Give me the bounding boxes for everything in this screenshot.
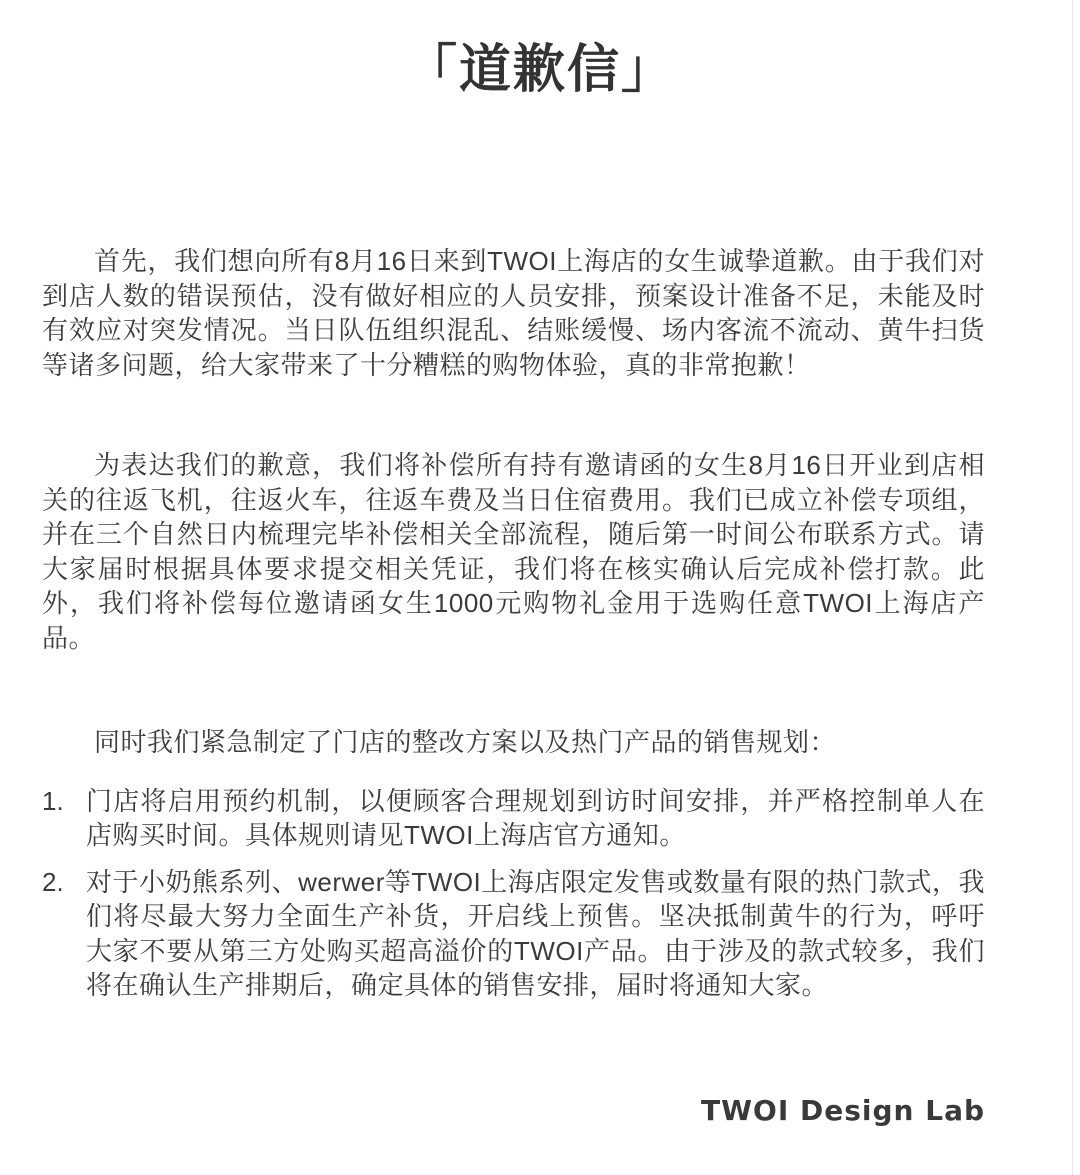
list-item [42,865,985,1003]
paragraph-apology: 首先，我们想向所有8月16日来到TWOI上海店的女生诚挚道歉。由于我们对到店人数的错误预估，没有做好相应的人员安排，预案设计准备不足，未能及时有效应对突发情况。当日队伍组织混乱、结账缓慢、场内客流不流动、黄牛扫货等诸多问题，给大家带来了十分糟糕的购物体验，真的非常抱歉！ [42,246,985,380]
list-item-number: 1. [42,785,64,816]
paragraph-compensation: 为表达我们的歉意，我们将补偿所有持有邀请函的女生8月16日开业到店相关的往返飞机，往返火车，往返车费及当日住宿费用。我们已成立补偿专项组，并在三个自然日内梳理完毕补偿相关全部流程，随后第一时间公布联系方式。请大家届时根据具体要求提交相关凭证，我们将在核实确认后完成补偿打款。此外，我们将补偿每位邀请函女生1000元购物礼金用于选购任意TWOI上海店产品。 [42,450,985,653]
list-item-text: 对于小奶熊系列、werwer等TWOI上海店限定发售或数量有限的热门款式，我们将尽最大努力全面生产补货，开启线上预售。坚决抵制黄牛的行为，呼吁大家不要从第三方处购买超高溢价的TWOI产品。由于涉及的款式较多，我们将在确认生产排期后，确定具体的销售安排，届时将通知大家。 [86,866,985,1000]
list-item [42,784,985,853]
right-edge-divider [1072,0,1073,1175]
list-item-text: 门店将启用预约机制，以便顾客合理规划到访时间安排，并严格控制单人在店购买时间。具体规则请见TWOI上海店官方通知。 [86,785,985,850]
list-item-number: 2. [42,866,64,897]
signature-twoi-design-lab: TWOI Design Lab [701,1094,985,1127]
measures-list [42,784,985,1003]
page-title: 「道歉信」 [404,41,675,99]
section-lead: 同时我们紧急制定了门店的整改方案以及热门产品的销售规划： [94,727,837,757]
